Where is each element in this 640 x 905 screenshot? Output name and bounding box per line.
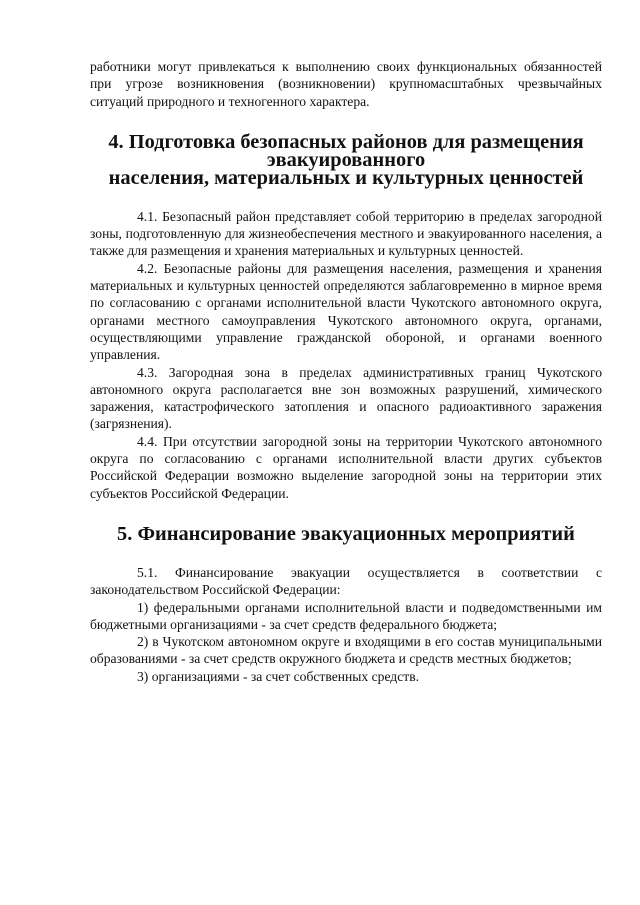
section-4-heading-line-1: 4. Подготовка безопасных районов для размещения эвакуированного — [108, 130, 584, 171]
section-4-heading-line-2: населения, материальных и культурных ценностей — [108, 166, 584, 189]
list-item-1: 1) федеральными органами исполнительной власти и подведомственными им бюджетными организациями - за счет средств федерального бюджета; — [90, 599, 602, 632]
list-item-2: 2) в Чукотском автономном округе и входящими в его состав муниципальными образованиями - за счет средств окружного бюджета и средств местных бюджетов; — [90, 634, 602, 667]
intro-paragraph: работники могут привлекаться к выполнению своих функциональных обязанностей при угрозе возникновения (возникновении) крупномасштабных чрезвычайных ситуаций природного и техногенного характера. — [90, 59, 602, 109]
section-4-heading — [90, 130, 602, 189]
list-item-3: 3) организациями - за счет собственных средств. — [137, 668, 420, 684]
paragraph-4-1: 4.1. Безопасный район представляет собой территорию в пределах загородной зоны, подготовленную для жизнеобеспечения местного и эвакуированного населения, а также для размещения и хранения материальных и культурных ценностей. — [90, 208, 602, 259]
paragraph-5-1: 5.1. Финансирование эвакуации осуществляется в соответствии с законодательством Российской Федерации: — [90, 564, 602, 598]
paragraph-4-4: 4.4. При отсутствии загородной зоны на территории Чукотского автономного округа по согласованию с органами исполнительной власти других субъектов Российской Федерации возможно выделение загородной зоны на территории этих субъектов Российской Федерации. — [90, 433, 602, 501]
paragraph-4-3: 4.3. Загородная зона в пределах административных границ Чукотского автономного округа располагается вне зон возможных разрушений, химического заражения, катастрофического затопления и опасного радиоактивного заражения (загрязнения). — [90, 364, 602, 432]
section-5-heading: 5. Финансирование эвакуационных мероприятий — [117, 522, 575, 545]
document-page — [90, 58, 602, 685]
paragraph-4-2: 4.2. Безопасные районы для размещения населения, размещения и хранения материальных и культурных ценностей определяются заблаговременно в мирное время по согласованию с органами исполнительной власти Чукотского автономного округа, органами местного самоуправления Чукотского автономного округа, органами, осуществляющими управление гражданской обороной, и органами военного управления. — [90, 260, 602, 363]
